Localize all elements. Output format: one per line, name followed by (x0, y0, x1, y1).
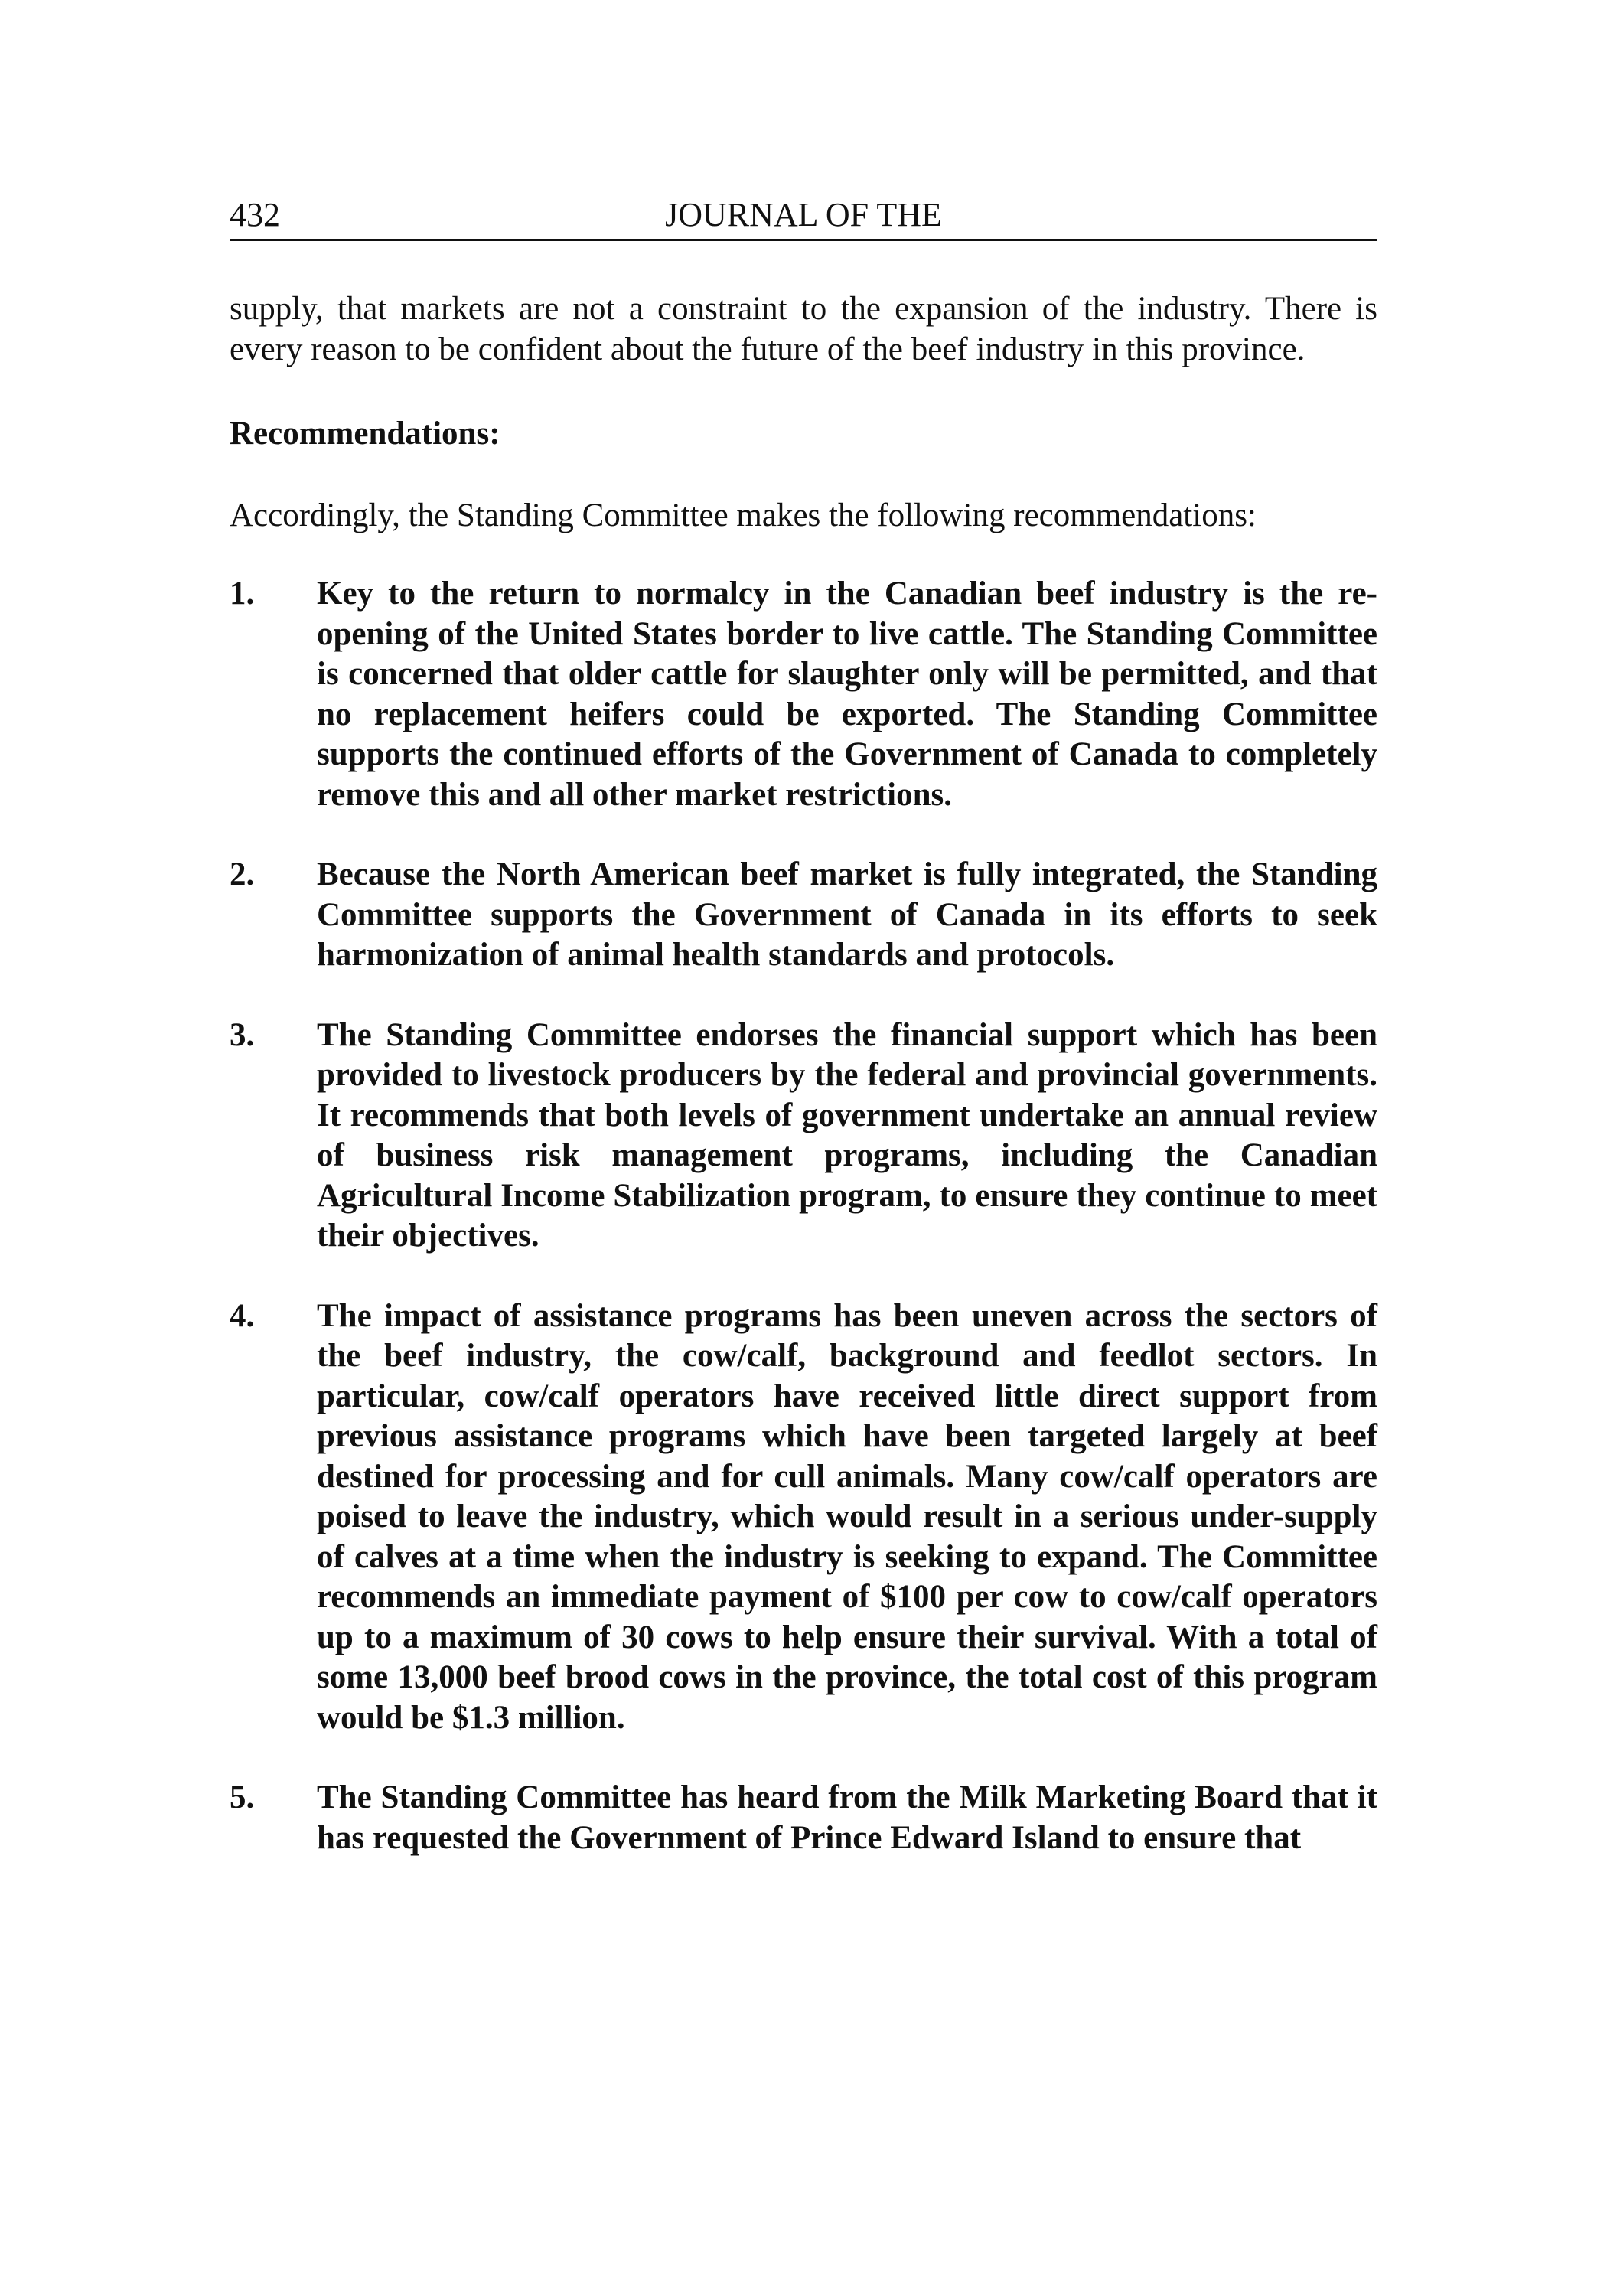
recommendation-item (230, 574, 1377, 815)
recommendation-text: Key to the return to normalcy in the Canadian beef industry is the re-opening of the United States border to live cattle. The Standing Committee is concerned that older cattle for slaughter only will be permitted, and that no replacement heifers could be exported. The Standing Committee supports the continued efforts of the Government of Canada to completely remove this and all other market restrictions. (317, 576, 1377, 813)
recommendation-number: 2. (230, 856, 255, 892)
running-head (230, 191, 1377, 241)
journal-title: JOURNAL OF THE (665, 196, 942, 233)
recommendation-item (230, 1016, 1377, 1257)
recommendation-text: The impact of assistance programs has been uneven across the sectors of the beef industry, the cow/calf, background and feedlot sectors. In particular, cow/calf operators have received little direct support from previous assistance programs which have been targeted largely at beef destined for processing and for cull animals. Many cow/calf operators are poised to leave the industry, which would result in a serious under-supply of calves at a time when the industry is seeking to expand. The Committee recommends an immediate payment of $100 per cow to cow/calf operators up to a maximum of 30 cows to help ensure their survival. With a total of some 13,000 beef brood cows in the province, the total cost of this program would be $1.3 million. (317, 1297, 1377, 1736)
section-heading: Recommendations: (230, 416, 500, 452)
recommendation-text: The Standing Committee has heard from the Milk Marketing Board that it has requested the Government of Prince Edward Island to ensure that (317, 1779, 1377, 1856)
recommendation-number: 4. (230, 1297, 255, 1334)
recommendations-list (230, 574, 1377, 1858)
intro-paragraph: supply, that markets are not a constraint to the expansion of the industry. There is every reason to be confident about the future of the beef industry in this province. (230, 291, 1377, 367)
recommendation-text: The Standing Committee endorses the financial support which has been provided to livestock producers by the federal and provincial governments. It recommends that both levels of government undertake an annual review of business risk management programs, including the Canadian Agricultural Income Stabilization program, to ensure they continue to meet their objectives. (317, 1016, 1377, 1254)
recommendation-number: 1. (230, 576, 255, 612)
recommendation-item (230, 1296, 1377, 1739)
recommendation-item (230, 855, 1377, 976)
page-number: 432 (230, 196, 280, 233)
recommendation-text: Because the North American beef market is fully integrated, the Standing Committee supports the Government of Canada in its efforts to seek harmonization of animal health standards and protocols. (317, 856, 1377, 973)
journal-page (230, 191, 1377, 1898)
recommendation-item (230, 1778, 1377, 1858)
lead-in-paragraph: Accordingly, the Standing Committee makes the following recommendations: (230, 497, 1257, 533)
recommendation-number: 3. (230, 1016, 255, 1053)
recommendation-number: 5. (230, 1779, 255, 1815)
